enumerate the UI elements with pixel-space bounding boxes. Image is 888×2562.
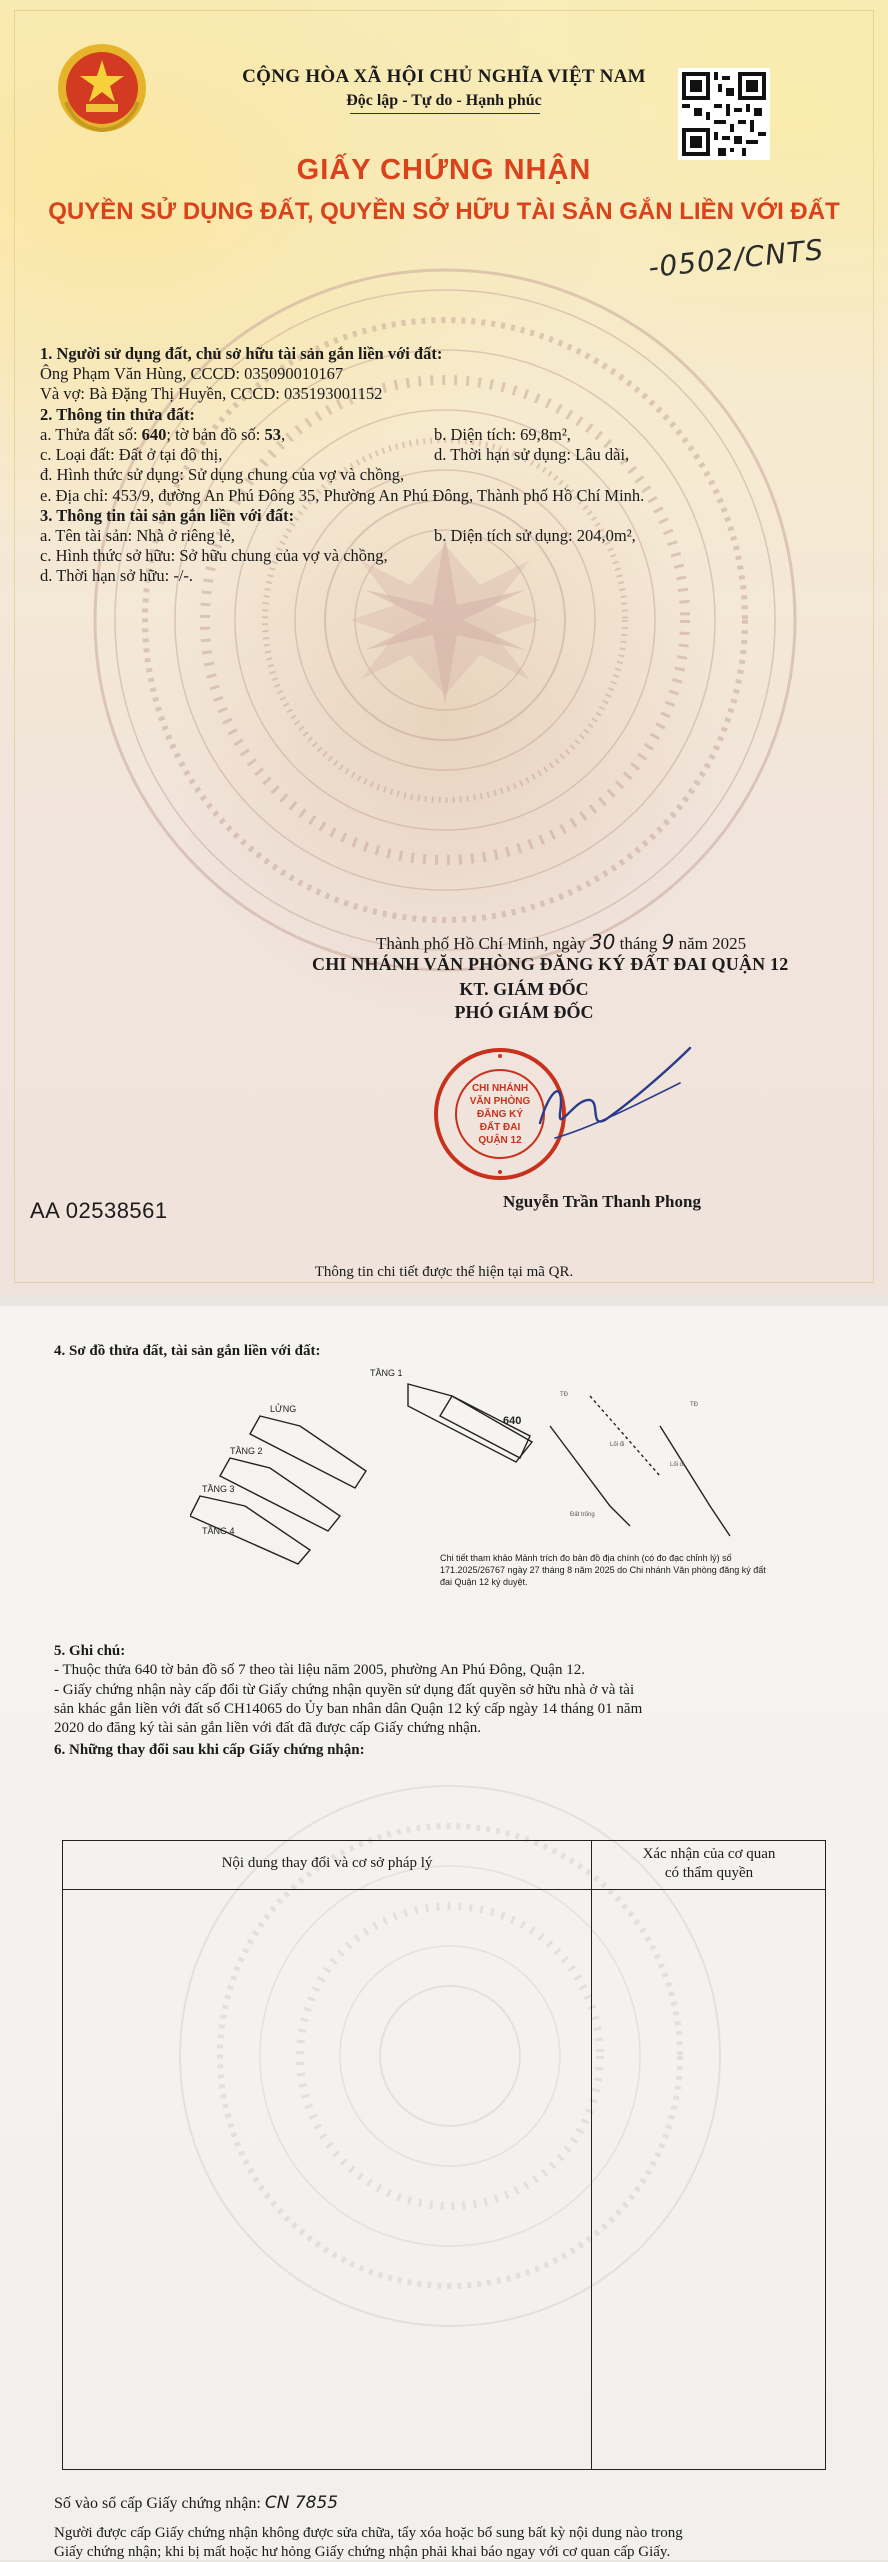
seal-line-3: ĐĂNG KÝ [476,1109,524,1120]
note-line-3: sản khác gắn liền với đất số CH14065 do Ủy ban nhân dân Quận 12 ký cấp ngày 14 tháng 01 năm [54,1701,643,1717]
use-form-line: đ. Hình thức sử dụng: Sử dụng chung của vợ và chồng, [40,465,405,484]
owner-line: Ông Phạm Văn Hùng, CCCD: 035090010167 [40,364,344,383]
svg-text:Lối đi: Lối đi [670,1462,685,1468]
floor-label-1: TẦNG 1 [370,1368,403,1378]
ownership-form-line: c. Hình thức sở hữu: Sở hữu chung của vợ và chồng, [40,546,388,565]
parcel-number-line: a. Thửa đất số: 640; tờ bản đồ số: 53, [40,425,286,444]
asset-name-line: a. Tên tài sản: Nhà ở riêng lẻ, [40,526,235,545]
parcel-number-label: 640 [503,1415,522,1427]
section1-heading: 1. Người sử dụng đất, chủ sở hữu tài sản gắn liền với đất: [40,344,443,363]
svg-text:TĐ: TĐ [560,1392,568,1398]
national-emblem-icon [56,42,148,134]
qr-note: Thông tin chi tiết được thể hiện tại mã QR. [314,1264,574,1280]
section6-heading: 6. Những thay đổi sau khi cấp Giấy chứng nhận: [54,1742,365,1758]
note-line-2: - Giấy chứng nhận này cấp đổi từ Giấy chứng nhận quyền sử dụng đất quyền sở hữu nhà ở và tài [54,1682,635,1698]
section5-heading: 5. Ghi chú: [54,1643,126,1659]
section3-heading: 3. Thông tin tài sản gắn liền với đất: [40,506,295,525]
seal-line-1: CHI NHÁNH [471,1083,529,1094]
svg-text:TĐ: TĐ [690,1402,698,1408]
section4-heading: 4. Sơ đồ thửa đất, tài sản gắn liền với đất: [54,1343,321,1359]
national-motto: Độc lập - Tự do - Hạnh phúc [346,92,542,109]
use-term-line: d. Thời hạn sử dụng: Lâu dài, [434,445,630,464]
handwritten-number: -0502/CNTS [646,232,826,285]
table-header-content: Nội dung thay đổi và cơ sở pháp lý [221,1855,433,1871]
parcel-floor-plan-sketch [190,1366,770,1566]
table-column-divider [591,1841,592,2469]
usable-area-line: b. Diện tích sử dụng: 204,0m², [434,526,636,545]
nation-title: CỘNG HÒA XÃ HỘI CHỦ NGHĨA VIỆT NAM [242,66,646,87]
area-line: b. Diện tích: 69,8m², [434,425,571,444]
svg-text:Lối đi: Lối đi [610,1442,625,1448]
registry-number-value: CN 7855 [264,2493,339,2513]
note-line-4: 2020 do đăng ký tài sản gắn liền với đất đã được cấp Giấy chứng nhận. [54,1720,482,1736]
land-type-line: c. Loại đất: Đất ở tại đô thị, [40,445,223,464]
place-date: Thành phố Hồ Chí Minh, ngày 30 tháng 9 năm 2025 [376,930,747,954]
ownership-term-line: d. Thời hạn sở hữu: -/-. [40,566,194,585]
signing-authority: KT. GIÁM ĐỐC [459,979,589,999]
sketch-reference-note: Chi tiết tham khảo Mảnh trích đo bản đồ địa chính (có đo đạc chỉnh lý) số 171.2025/26767 ngày 27 tháng 8 năm 2025 do Chi nhánh Văn phòng đăng ký đất đai Quận 12 ký duyệt. [440,1553,766,1587]
seal-line-5: QUẬN 12 [478,1135,522,1146]
certificate-title: GIẤY CHỨNG NHẬN [296,154,592,186]
certificate-subtitle: QUYỀN SỬ DỤNG ĐẤT, QUYỀN SỞ HỮU TÀI SẢN GẮN LIỀN VỚI ĐẤT [48,198,840,225]
table-header-confirmation: Xác nhận của cơ quan có thẩm quyền [642,1846,776,1881]
floor-label-3: TẦNG 3 [202,1484,235,1494]
seal-line-4: ĐẤT ĐAI [479,1122,521,1133]
registry-number: Số vào sổ cấp Giấy chứng nhận: CN 7855 [54,2493,339,2513]
changes-table [62,1840,826,2470]
signing-position: PHÓ GIÁM ĐỐC [454,1002,594,1022]
svg-text:Đất trống: Đất trống [570,1512,595,1518]
motto-underline [350,113,540,114]
floor-label-mezzanine: LỬNG [270,1404,297,1414]
handwritten-signature [520,1028,700,1178]
table-header-divider [63,1889,825,1890]
seal-line-2: VĂN PHÒNG [469,1096,531,1107]
issuing-branch: CHI NHÁNH VĂN PHÒNG ĐĂNG KÝ ĐẤT ĐAI QUẬN 12 [312,954,789,974]
floor-label-2: TẦNG 2 [230,1446,263,1456]
spouse-line: Và vợ: Bà Đặng Thị Huyền, CCCD: 035193001152 [40,384,383,403]
section2-heading: 2. Thông tin thửa đất: [40,405,195,424]
floor-label-4: TẦNG 4 [202,1526,235,1536]
footnote: Người được cấp Giấy chứng nhận không được sửa chữa, tẩy xóa hoặc bổ sung bất kỳ nội dung nào trong Giấy chứng nhận; khi bị mất hoặc hư hỏng Giấy chứng nhận phải khai báo ngay với cơ quan cấp Giấy. [54,2525,683,2560]
note-line-1: - Thuộc thửa 640 tờ bản đồ số 7 theo tài liệu năm 2005, phường An Phú Đông, Quận 12. [54,1662,585,1678]
signer-name: Nguyễn Trần Thanh Phong [503,1192,701,1211]
certificate-serial: AA 02538561 [30,1198,168,1223]
address-line: e. Địa chỉ: 453/9, đường An Phú Đông 35, Phường An Phú Đông, Thành phố Hồ Chí Minh. [40,486,645,505]
